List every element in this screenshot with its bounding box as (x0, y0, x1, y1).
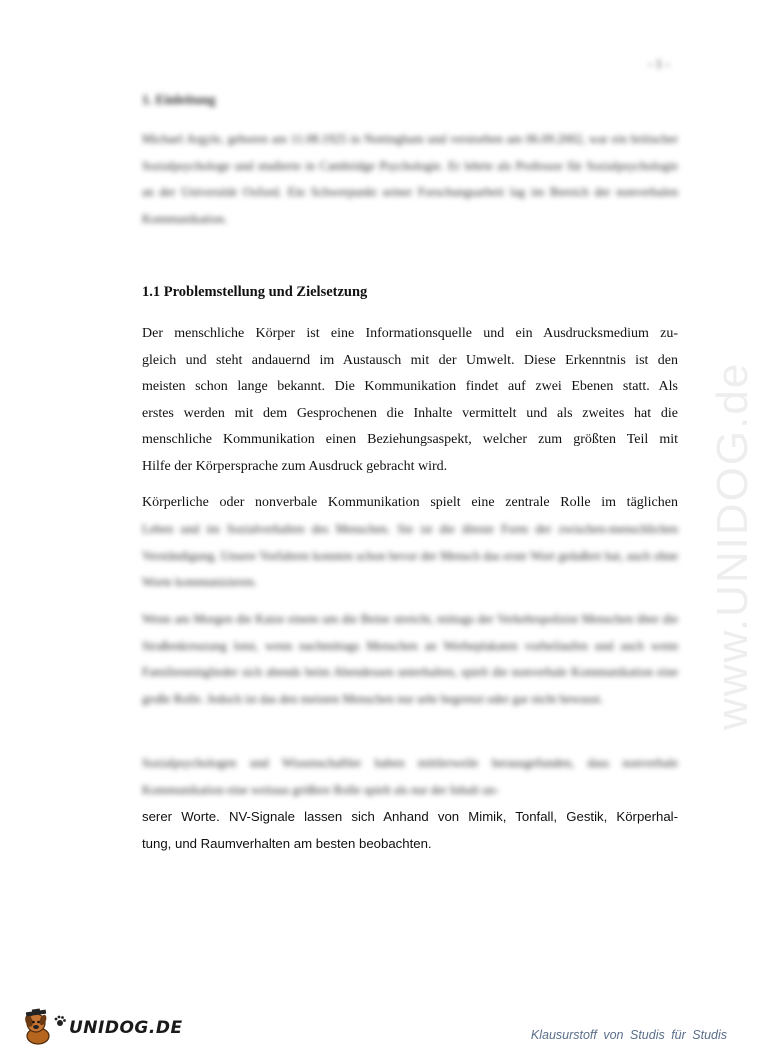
text-line: Hilfe der Körpersprache zum Ausdruck gebracht wird. (142, 458, 448, 474)
paragraph-body-2-blurred: Leben und im Sozialverhalten des Menschen. Sie ist die älteste Form der zwischen-menschlichen Verständigung. Unsere Vorfahren konnten schon bevor der Mensch das erste Wort geäußert hat, auch ohne Worte kommunizieren. (142, 522, 678, 589)
watermark: www.UNIDOG.de (708, 361, 757, 730)
section-heading-problem: 1.1 Problemstellung und Zielsetzung (142, 284, 368, 300)
text-line: Der menschliche Körper ist eine Informationsquelle und ein Ausdrucksmedium zu- (142, 326, 678, 341)
text-line: gleich und steht andauernd im Austausch mit der Umwelt. Diese Erkenntnis ist den (142, 352, 678, 368)
paragraph-body-4 (142, 803, 678, 857)
footer-tagline: Klausurstoff von Studis für Studis (530, 1028, 727, 1042)
text-line: menschliche Kommunikation einen Beziehungsaspekt, welcher zum größten Teil mit (142, 432, 678, 447)
text-line: meisten schon lange bekannt. Die Kommunikation findet auf zwei Ebenen statt. Als (142, 379, 678, 394)
text-line: Körperliche oder nonverbale Kommunikation spielt eine zentrale Rolle im täglichen (142, 495, 678, 510)
text-line: serer Worte. NV-Signale lassen sich Anhand von Mimik, Tonfall, Gestik, Körperhal- (142, 809, 678, 824)
text-line: tung, und Raumverhalten am besten beobachten. (142, 836, 432, 851)
paragraph-body-2-first-line (142, 490, 678, 517)
paw-icon (54, 1015, 66, 1027)
text-line: erstes werden mit dem Gesprochenen die Inhalte vermittelt und als zweites hat die (142, 405, 678, 421)
page-number: - 1 - (648, 56, 670, 71)
intro-paragraph: Michael Argyle, geboren am 11.08.1925 in Nottingham und verstorben am 06.09.2002, war ein britischer Sozialpsychologe und studierte in Cambridge Psychologie. Er lehrte als Professor für Sozialpsychologie an der Universität Oxford. Ein Schwerpunkt seiner Forschungsarbeit lag im Bereich der nonverbalen Kommunikation. (142, 132, 678, 226)
paragraph-body-1 (142, 321, 678, 480)
unidog-logo[interactable] (22, 1008, 183, 1048)
logo-text: UNIDOG.DE (69, 1018, 183, 1038)
intro-heading: 1. Einleitung (142, 92, 216, 107)
paragraph-body-4-blurred: Sozialpsychologen und Wissenschaftler haben mittlerweile herausgefunden, dass nonverbale Kommunikation eine weitaus größere Rolle spielt als nur der Inhalt un- (142, 756, 678, 797)
dog-mascot-icon (22, 1009, 56, 1047)
paragraph-body-3-blurred: Wenn am Morgen die Katze einem um die Beine streicht, mittags der Verkehrspolizist Menschen über die Straßenkreuzung lotst, wenn nachmittags Menschen an Werbeplakaten vorbeilaufen und auch wenn Familienmitglieder sich abends beim Abendessen unterhalten, spielt die nonverbale Kommunikation eine große Rolle. Jedoch ist das den meisten Menschen nur sehr begrenzt oder gar nicht bewusst. (142, 612, 678, 706)
